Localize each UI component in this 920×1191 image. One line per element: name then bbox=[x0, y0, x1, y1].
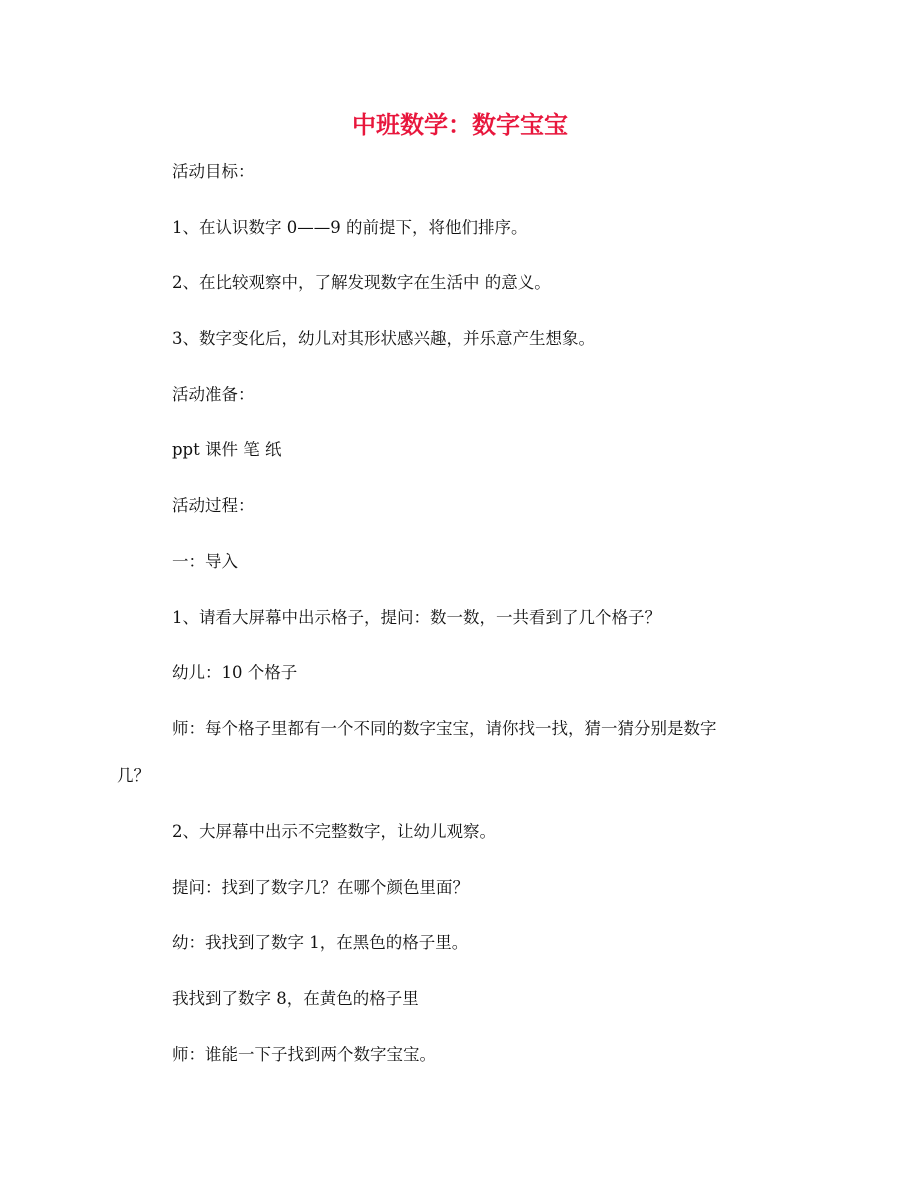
page-title: 中班数学：数字宝宝 bbox=[352, 111, 568, 139]
paragraph-question-2: 提问：找到了数字几？在哪个颜色里面？ bbox=[172, 878, 469, 897]
paragraph-goal-2: 2、在比较观察中，了解发现数字在生活中 的意义。 bbox=[172, 273, 551, 292]
paragraph-teacher-prompt-1-continued: 几？ bbox=[117, 766, 150, 785]
paragraph-child-answer-2: 幼：我找到了数字 1，在黑色的格子里。 bbox=[172, 933, 469, 952]
paragraph-child-answer-3: 我找到了数字 8，在黄色的格子里 bbox=[172, 989, 419, 1008]
paragraph-goal-1: 1、在认识数字 0——9 的前提下，将他们排序。 bbox=[172, 218, 528, 237]
paragraph-preparation-heading: 活动准备： bbox=[172, 385, 255, 404]
paragraph-goal-3: 3、数字变化后，幼儿对其形状感兴趣，并乐意产生想象。 bbox=[172, 329, 595, 348]
paragraph-teacher-prompt-1: 师：每个格子里都有一个不同的数字宝宝，请你找一找，猜一猜分别是数字 bbox=[172, 719, 717, 738]
paragraph-step-2: 2、大屏幕中出示不完整数字，让幼儿观察。 bbox=[172, 822, 496, 841]
paragraph-child-answer-1: 幼儿：10 个格子 bbox=[172, 663, 298, 682]
paragraph-section-intro: 一：导入 bbox=[172, 552, 238, 571]
paragraph-preparation-items: ppt 课件 笔 纸 bbox=[172, 440, 282, 459]
paragraph-activity-goals-heading: 活动目标： bbox=[172, 162, 255, 181]
paragraph-process-heading: 活动过程： bbox=[172, 496, 255, 515]
paragraph-teacher-prompt-2: 师：谁能一下子找到两个数字宝宝。 bbox=[172, 1045, 436, 1064]
paragraph-step-1: 1、请看大屏幕中出示格子，提问：数一数，一共看到了几个格子？ bbox=[172, 608, 661, 627]
